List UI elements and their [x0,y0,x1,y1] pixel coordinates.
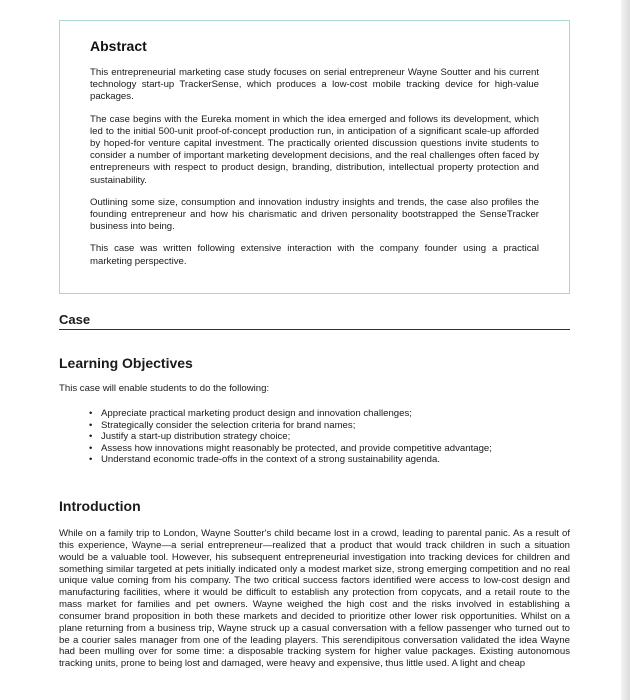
abstract-paragraph: This case was written following extensive interaction with the company founder using a practical marketing perspective. [90,243,539,267]
abstract-box [59,20,570,294]
abstract-paragraph: Outlining some size, consumption and innovation industry insights and trends, the case also profiles the founding entrepreneur and how his charismatic and driven personality bootstrapped the SenseTracker business into being. [90,196,539,233]
list-item: • Understand economic trade-offs in the context of a strong sustainability agenda. [89,454,492,466]
introduction-body: While on a family trip to London, Wayne Soutter's child became lost in a crowd, leading to parental panic. As a result of this experience, Wayne—a serial entrepreneur—realized that a product that would track children in such a situation would be a valuable tool. However, his subsequent entrepreneurial investigation into tracking devices for children and something similar targeted at pets initially indicated only a modest market size, strong emerging competition and no real unique value coming from his company. The two critical success factors identified were access to low-cost design and manufacturing facilities, where it would be difficult to establish any protection from copycats, and a retail route to the mass market for families and pet owners. Wayne weighed the high cost and the risks involved in establishing a consumer brand proposition in both these markets and decided to prioritize other lower risk opportunities. Whilst on a plane returning from a business trip, Wayne struck up a casual conversation with a fellow passenger who turned out to be a courier sales manager from one of the leading players. This serendipitous conversation validated the idea Wayne had been mulling over for some time: a disposable tracking system for higher value packages. Existing autonomous tracking units, prone to being lost and damaged, were heavy and expensive, thus little used. A light and cheap [59,528,570,670]
learning-objectives-title: Learning Objectives [59,355,193,371]
abstract-paragraph: The case begins with the Eureka moment in which the idea emerged and follows its development, which led to the initial 500-unit proof-of-concept production run, in anticipation of a significant scale-up afforded by hoped-for venture capital investment. The practically oriented discussion questions invite students to consider a number of important marketing development decisions, and the real challenges often faced by entrepreneurs with respect to product design, branding, distribution, intellectual property protection and sustainability. [90,113,539,186]
list-item: • Appreciate practical marketing product design and innovation challenges; [89,408,492,420]
page-edge-shadow [621,0,630,700]
learning-objectives-intro: This case will enable students to do the following: [59,383,270,394]
list-item: • Assess how innovations might reasonably be protected, and provide competitive advantage; [89,443,492,455]
case-section-heading: Case [59,312,570,330]
abstract-title: Abstract [90,38,147,54]
abstract-paragraph: This entrepreneurial marketing case study focuses on serial entrepreneur Wayne Soutter and his current technology start-up TrackerSense, which produces a low-cost mobile tracking device for high-value packages. [90,67,539,103]
list-item: • Justify a start-up distribution strategy choice; [89,431,492,443]
list-item: • Strategically consider the selection criteria for brand names; [89,420,492,432]
learning-objectives-list [89,408,492,466]
introduction-title: Introduction [59,498,141,514]
